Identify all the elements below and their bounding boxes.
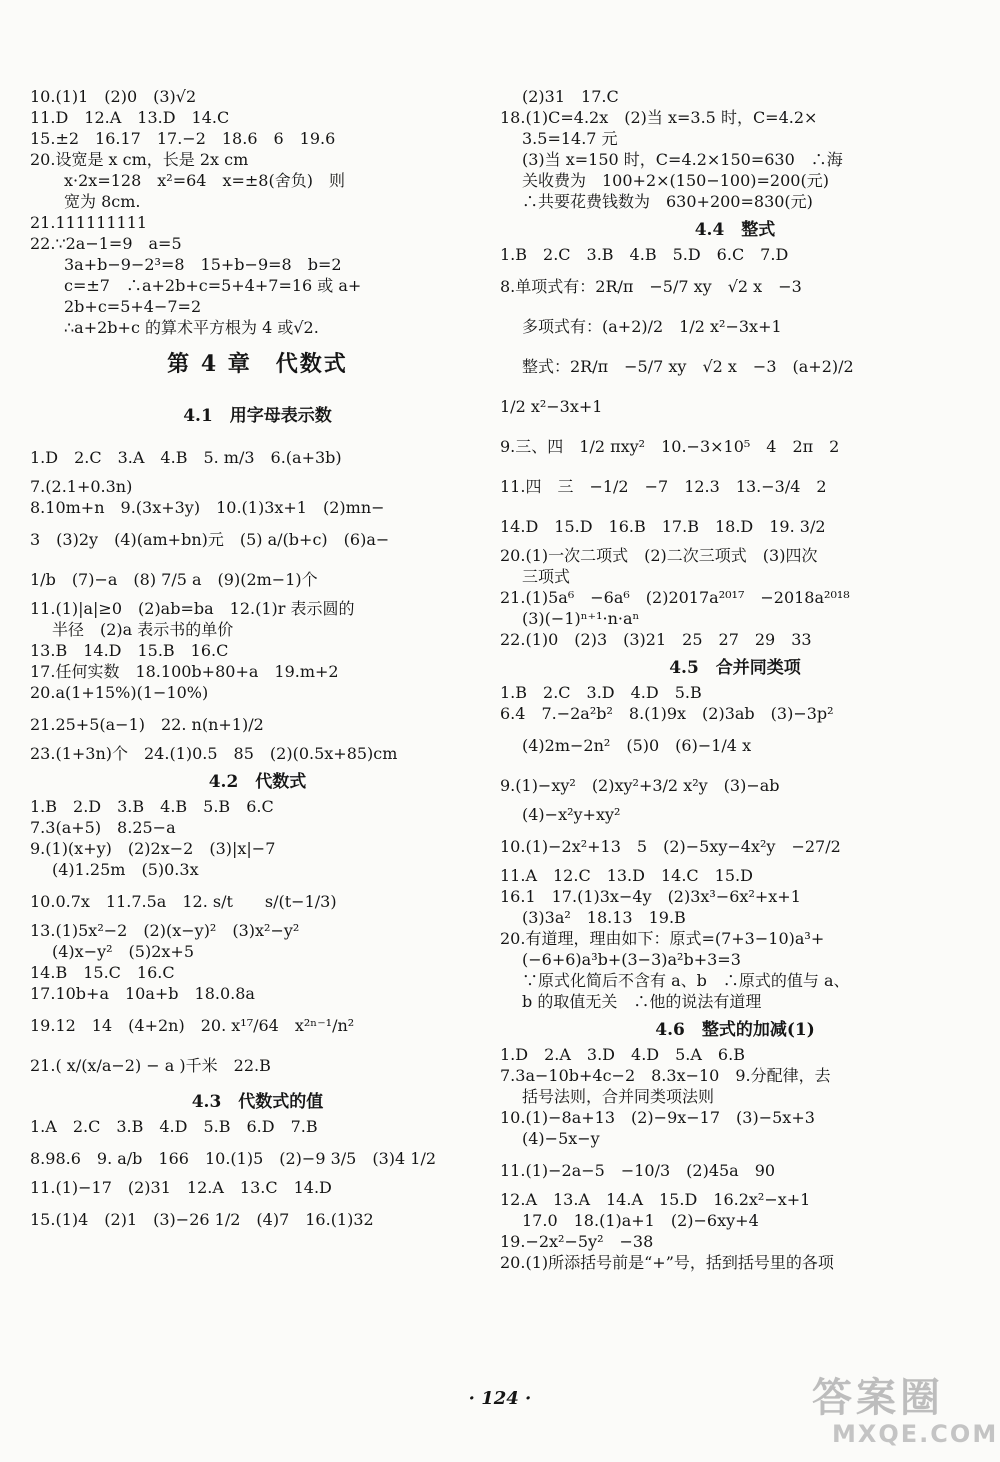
answer-line: (−6+6)a³b+(3−3)a²b+3=3 [522,951,741,969]
answer-line: 13.(1)5x²−2 (2)(x−y)² (3)x²−y² [30,922,300,940]
answer-line: 23.(1+3n)个 24.(1)0.5 85 (2)(0.5x+85)cm [30,745,398,763]
answer-line: 21.(1)5a⁶ −6a⁶ (2)2017a²⁰¹⁷ −2018a²⁰¹⁸ [500,589,850,607]
answer-line: b 的取值无关 ∴他的说法有道理 [522,993,762,1011]
answer-line: 1.B 2.C 3.B 4.B 5.D 6.C 7.D [500,246,789,264]
answer-line: 9.(1)(x+y) (2)2x−2 (3)|x|−7 [30,840,276,858]
answer-line: 19.12 14 (4+2n) 20. x¹⁷/64 x²ⁿ⁻¹/n² [30,1016,355,1035]
answer-line: ∴a+2b+c 的算术平方根为 4 或√2. [64,319,319,337]
answer-line: 18.(1)C=4.2x (2)当 x=3.5 时，C=4.2× [500,109,818,127]
answer-line: 9.三、四 1/2 πxy² 10.−3×10⁵ 4 2π 2 [500,437,840,456]
answer-line: x·2x=128 x²=64 x=±8(舍负) 则 [64,172,345,190]
answer-line: 1/2 x²−3x+1 [500,397,603,416]
answer-line: 13.B 14.D 15.B 16.C [30,642,229,660]
answer-line: 10.0.7x 11.7.5a 12. s/t s/(t−1/3) [30,892,337,911]
answer-line: (2)31 17.C [522,88,619,106]
answer-line: 20.(1)所添括号前是“+”号，括到括号里的各项 [500,1254,834,1272]
answer-line: (4)−x²y+xy² [522,806,621,824]
section-heading-4-1: 4.1 用字母表示数 [183,406,332,426]
answer-line: 半径 (2)a 表示书的单价 [52,621,234,639]
answer-line: 关收费为 100+2×(150−100)=200(元) [522,172,829,190]
answer-line: 19.−2x²−5y² −38 [500,1233,654,1251]
answer-line: 3.5=14.7 元 [522,130,618,148]
answer-line: 21.111111111 [30,214,148,232]
section-heading-4-3: 4.3 代数式的值 [191,1092,324,1112]
right-column [500,88,970,1275]
answer-line: 21.( x/(x/a−2) − a )千米 22.B [30,1056,271,1075]
answer-line: 20.设宽是 x cm，长是 2x cm [30,151,249,169]
section-heading-4-4: 4.4 整式 [694,220,776,240]
answer-line: (4)−5x−y [522,1130,600,1148]
answer-line: (3)(−1)ⁿ⁺¹·n·aⁿ [522,610,640,628]
answer-line: 8.98.6 9. a/b 166 10.(1)5 (2)−9 3/5 (3)4 1/2 [30,1149,437,1168]
answer-line: (4)2m−2n² (5)0 (6)−1/4 x [522,736,752,755]
answer-line: 14.B 15.C 16.C [30,964,175,982]
answer-line: 17.10b+a 10a+b 18.0.8a [30,985,255,1003]
answer-line: 8.10m+n 9.(3x+3y) 10.(1)3x+1 (2)mn− [30,499,385,517]
answer-line: 7.(2.1+0.3n) [30,478,133,496]
answer-line: 9.(1)−xy² (2)xy²+3/2 x²y (3)−ab [500,776,780,795]
left-column [30,88,485,1240]
answer-line: ∵原式化简后不含有 a、b ∴原式的值与 a、 [522,972,850,990]
answer-line: 1.D 2.A 3.D 4.D 5.A 6.B [500,1046,745,1064]
answer-line: 21.25+5(a−1) 22. n(n+1)/2 [30,715,264,734]
section-heading-4-2: 4.2 代数式 [208,772,307,792]
answer-line: 8.单项式有：2R/π −5/7 xy √2 x −3 [500,277,802,296]
answer-line: c=±7 ∴a+2b+c=5+4+7=16 或 a+ [64,277,362,295]
answer-line: 11.(1)−2a−5 −10/3 (2)45a 90 [500,1161,776,1180]
answer-line: 11.A 12.C 13.D 14.C 15.D [500,867,753,885]
answer-line: 11.D 12.A 13.D 14.C [30,109,230,127]
answer-line: 22.(1)0 (2)3 (3)21 25 27 29 33 [500,631,812,649]
watermark-url: MXQE.COM [832,1420,999,1448]
answer-line: 17.任何实数 18.100b+80+a 19.m+2 [30,663,339,681]
answer-line: 11.(1)|a|≥0 (2)ab=ba 12.(1)r 表示圆的 [30,600,355,618]
answer-line: 2b+c=5+4−7=2 [64,298,202,316]
answer-line: 括号法则，合并同类项法则 [522,1088,715,1106]
answer-line: 1/b (7)−a (8) 7/5 a (9)(2m−1)个 [30,570,318,589]
answer-line: (4)1.25m (5)0.3x [52,861,199,879]
watermark-logo [812,1375,999,1452]
answer-line: 3a+b−9−2³=8 15+b−9=8 b=2 [64,256,342,274]
answer-line: 16.1 17.(1)3x−4y (2)3x³−6x²+x+1 [500,888,801,906]
answer-line: ∴共要花费钱数为 630+200=830(元) [522,193,813,211]
answer-line: 3 (3)2y (4)(am+bn)元 (5) a/(b+c) (6)a− [30,530,390,549]
answer-line: 20.有道理，理由如下：原式=(7+3−10)a³+ [500,930,825,948]
answer-line: 15.(1)4 (2)1 (3)−26 1/2 (4)7 16.(1)32 [30,1210,374,1229]
answer-line: 11.四 三 −1/2 −7 12.3 13.−3/4 2 [500,477,827,496]
answer-line: (3)3a² 18.13 19.B [522,909,686,927]
answer-line: 三项式 [522,568,571,586]
answer-line: 1.B 2.C 3.D 4.D 5.B [500,684,702,702]
answer-line: (4)x−y² (5)2x+5 [52,943,195,961]
answer-line: 整式：2R/π −5/7 xy √2 x −3 (a+2)/2 [522,357,854,376]
page-number: · 124 · [468,1388,532,1409]
answer-line: 10.(1)−2x²+13 5 (2)−5xy−4x²y −27/2 [500,837,841,856]
answer-line: 15.±2 16.17 17.−2 18.6 6 19.6 [30,130,336,148]
answer-line: 1.D 2.C 3.A 4.B 5. m/3 6.(a+3b) [30,448,342,467]
answer-line: 7.3(a+5) 8.25−a [30,819,176,837]
answer-line: 宽为 8cm. [64,193,141,211]
answer-line: 多项式有：(a+2)/2 1/2 x²−3x+1 [522,317,782,336]
answer-line: 20.(1)一次二项式 (2)二次三项式 (3)四次 [500,547,818,565]
section-heading-4-5: 4.5 合并同类项 [669,658,801,678]
section-heading-4-6: 4.6 整式的加减(1) [655,1020,815,1040]
answer-line: 6.4 7.−2a²b² 8.(1)9x (2)3ab (3)−3p² [500,705,834,723]
answer-line: 10.(1)1 (2)0 (3)√2 [30,88,197,106]
answer-line: 11.(1)−17 (2)31 12.A 13.C 14.D [30,1179,332,1197]
answer-line: 14.D 15.D 16.B 17.B 18.D 19. 3/2 [500,517,826,536]
watermark-text: 答案圈 [812,1375,944,1421]
answer-line: 22.∵2a−1=9 a=5 [30,235,182,253]
answer-line: 1.B 2.D 3.B 4.B 5.B 6.C [30,798,274,816]
answer-line: 1.A 2.C 3.B 4.D 5.B 6.D 7.B [30,1118,318,1136]
answer-line: 7.3a−10b+4c−2 8.3x−10 9.分配律，去 [500,1067,831,1085]
chapter-title: 第 4 章 代数式 [167,351,348,377]
answer-line: 17.0 18.(1)a+1 (2)−6xy+4 [522,1212,759,1230]
answer-line: 12.A 13.A 14.A 15.D 16.2x²−x+1 [500,1191,811,1209]
answer-line: (3)当 x=150 时，C=4.2×150=630 ∴海 [522,151,843,169]
answer-line: 20.a(1+15%)(1−10%) [30,684,209,702]
answer-line: 10.(1)−8a+13 (2)−9x−17 (3)−5x+3 [500,1109,815,1127]
